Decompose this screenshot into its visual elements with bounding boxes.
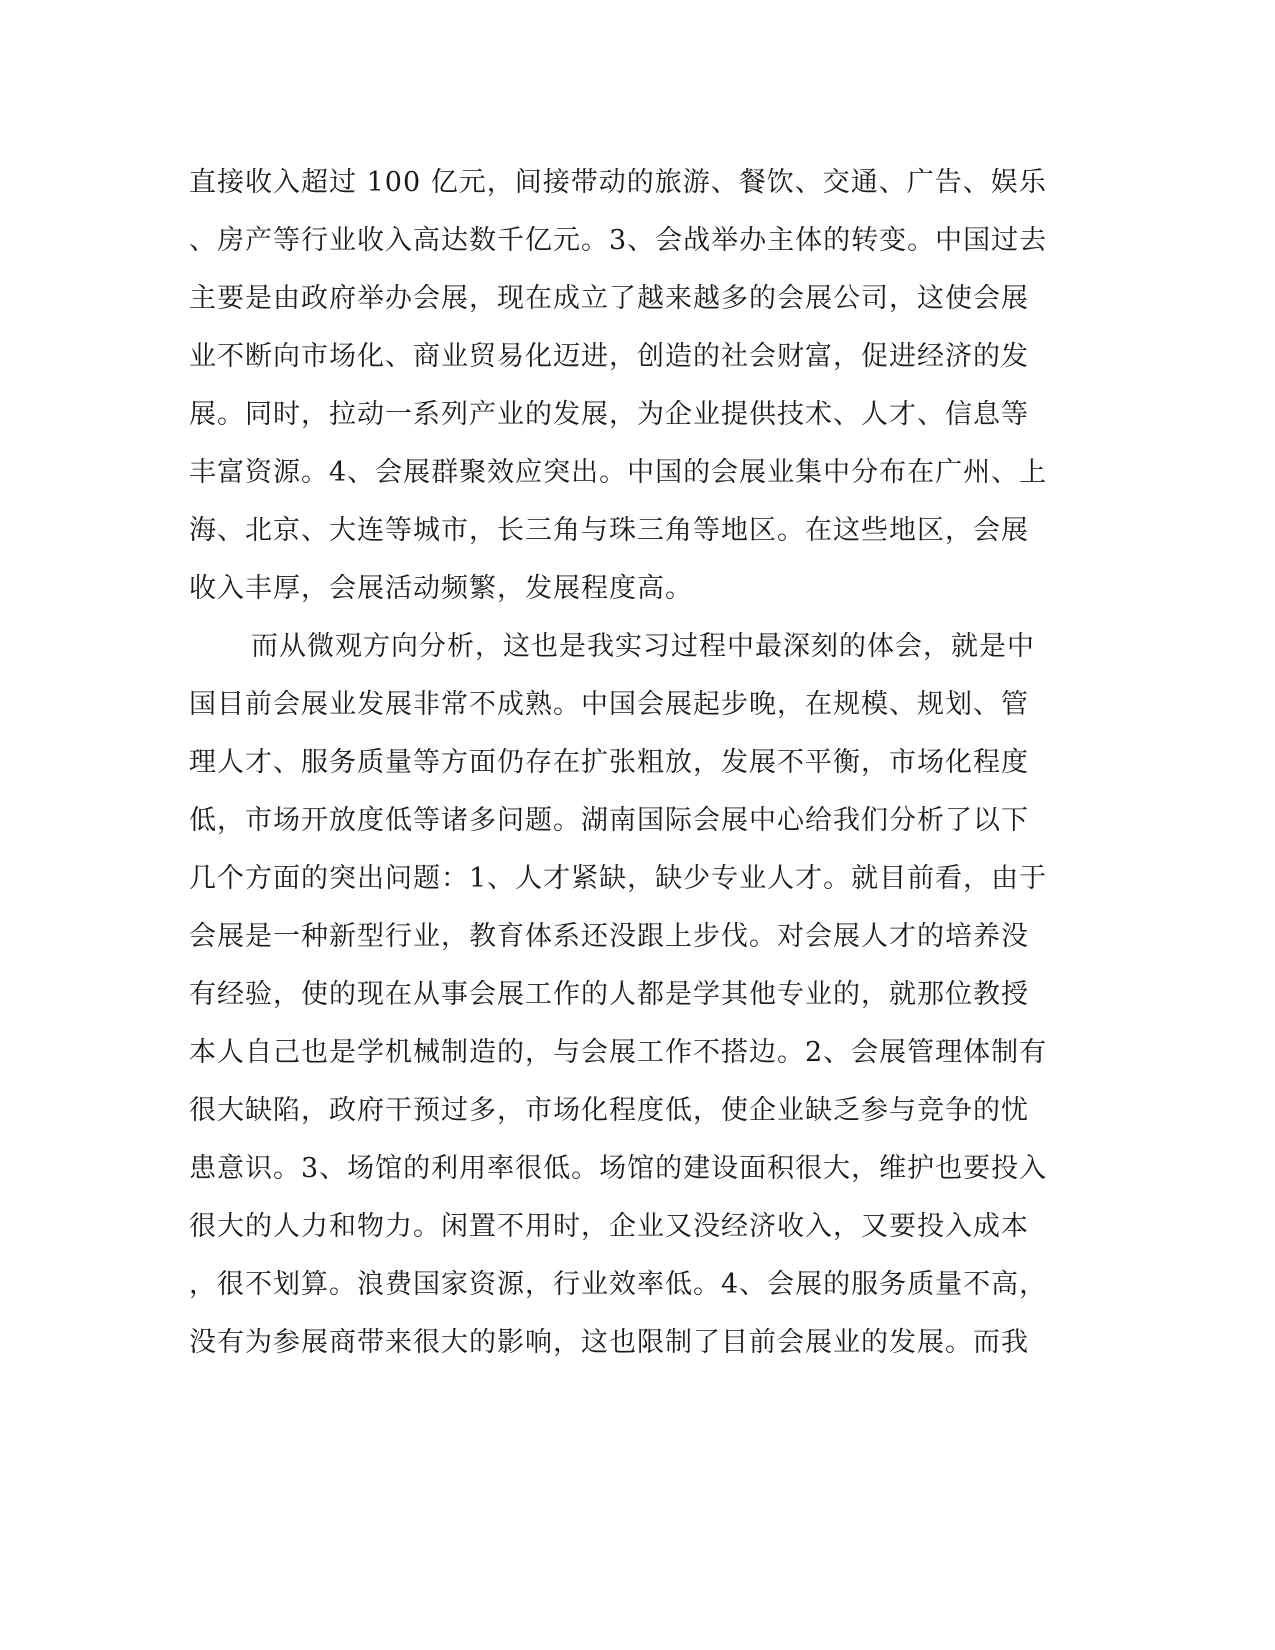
text-line: 业不断向市场化、商业贸易化迈进，创造的社会财富，促进经济的发: [189, 341, 1029, 372]
text-line: 患意识。3、场馆的利用率很低。场馆的建设面积很大，维护也要投入: [189, 1153, 1048, 1184]
text-line: ，很不划算。浪费国家资源，行业效率低。4、会展的服务质量不高，: [189, 1269, 1048, 1300]
text-line: 丰富资源。4、会展群聚效应突出。中国的会展业集中分布在广州、上: [189, 457, 1048, 488]
text-line: 有经验，使的现在从事会展工作的人都是学其他专业的，就那位教授: [189, 979, 1029, 1010]
paragraph-first-line: 而从微观方向分析，这也是我实习过程中最深刻的体会，就是中: [251, 631, 1035, 662]
text-line: 本人自己也是学机械制造的，与会展工作不搭边。2、会展管理体制有: [189, 1037, 1048, 1068]
text-line: 没有为参展商带来很大的影响，这也限制了目前会展业的发展。而我: [189, 1327, 1029, 1358]
text-line: 主要是由政府举办会展，现在成立了越来越多的会展公司，这使会展: [189, 283, 1029, 314]
text-line: 会展是一种新型行业，教育体系还没跟上步伐。对会展人才的培养没: [189, 921, 1029, 952]
text-line: 展。同时，拉动一系列产业的发展，为企业提供技术、人才、信息等: [189, 399, 1029, 430]
text-line: 很大缺陷，政府干预过多，市场化程度低，使企业缺乏参与竞争的忧: [189, 1095, 1029, 1126]
text-line: 很大的人力和物力。闲置不用时，企业又没经济收入，又要投入成本: [189, 1211, 1029, 1242]
text-line: 国目前会展业发展非常不成熟。中国会展起步晚，在规模、规划、管: [189, 689, 1029, 720]
text-line: 低，市场开放度低等诸多问题。湖南国际会展中心给我们分析了以下: [189, 805, 1029, 836]
text-line: 海、北京、大连等城市，长三角与珠三角等地区。在这些地区，会展: [189, 515, 1029, 546]
text-line: 理人才、服务质量等方面仍存在扩张粗放，发展不平衡，市场化程度: [189, 747, 1029, 778]
text-line: 直接收入超过 100 亿元，间接带动的旅游、餐饮、交通、广告、娱乐: [189, 167, 1047, 198]
text-line: 收入丰厚，会展活动频繁，发展程度高。: [189, 573, 693, 604]
text-line: 、房产等行业收入高达数千亿元。3、会战举办主体的转变。中国过去: [189, 225, 1048, 256]
text-line: 几个方面的突出问题：1、人才紧缺，缺少专业人才。就目前看，由于: [189, 863, 1048, 894]
